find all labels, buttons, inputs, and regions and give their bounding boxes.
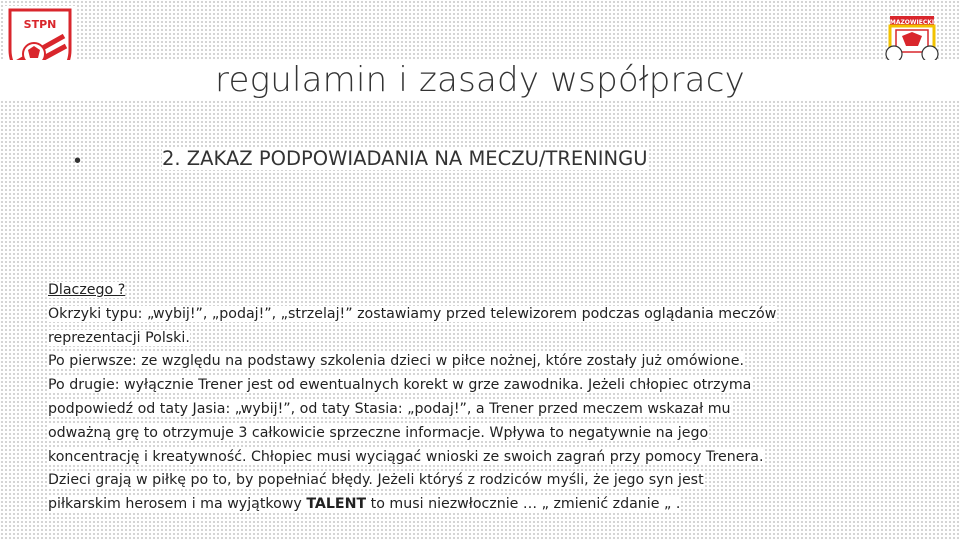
svg-text:MAZOWIECKI: MAZOWIECKI [889, 19, 935, 26]
body-line: Po pierwsze: ze względu na podstawy szkolenia dzieci w piłce nożnej, które zostały już omówione. [48, 353, 744, 370]
body-line: reprezentacji Polski. [48, 329, 190, 346]
slide-title: regulamin i zasady współpracy [0, 60, 960, 100]
body-line: odważną grę to otrzymuje 3 całkowicie sprzeczne informacje. Wpływa to negatywnie na jego [48, 424, 709, 441]
body-question: Dlaczego ? [48, 282, 126, 298]
body-line: Po drugie: wyłącznie Trener jest od ewentualnych korekt w grze zawodnika. Jeżeli chłopiec otrzyma [48, 377, 752, 394]
svg-text:STPN: STPN [23, 18, 57, 31]
body-line: koncentrację i kreatywność. Chłopiec musi wyciągać wnioski ze swoich zagrań przy pomocy Trenera. [48, 448, 764, 465]
section-heading: 2. ZAKAZ PODPOWIADANIA NA MECZU/TRENINGU [162, 147, 648, 170]
body-line-last: piłkarskim herosem i ma wyjątkowy TALENT to musi niezwłocznie … „ zmienić zdanie „ . [48, 496, 681, 513]
body-text [48, 279, 928, 517]
talent-word: TALENT [306, 496, 367, 513]
body-line: Dzieci grają w piłkę po to, by popełniać błędy. Jeżeli któryś z rodziców myśli, że jego syn jest [48, 472, 704, 489]
bullet-point: • [74, 150, 82, 172]
body-line: Okrzyki typu: „wybij!”, „podaj!”, „strzelaj!” zostawiamy przed telewizorem podczas oglądania meczów [48, 305, 777, 322]
body-line: podpowiedź od taty Jasia: „wybij!”, od taty Stasia: „podaj!”, a Trener przed meczem wskazał mu [48, 400, 731, 417]
